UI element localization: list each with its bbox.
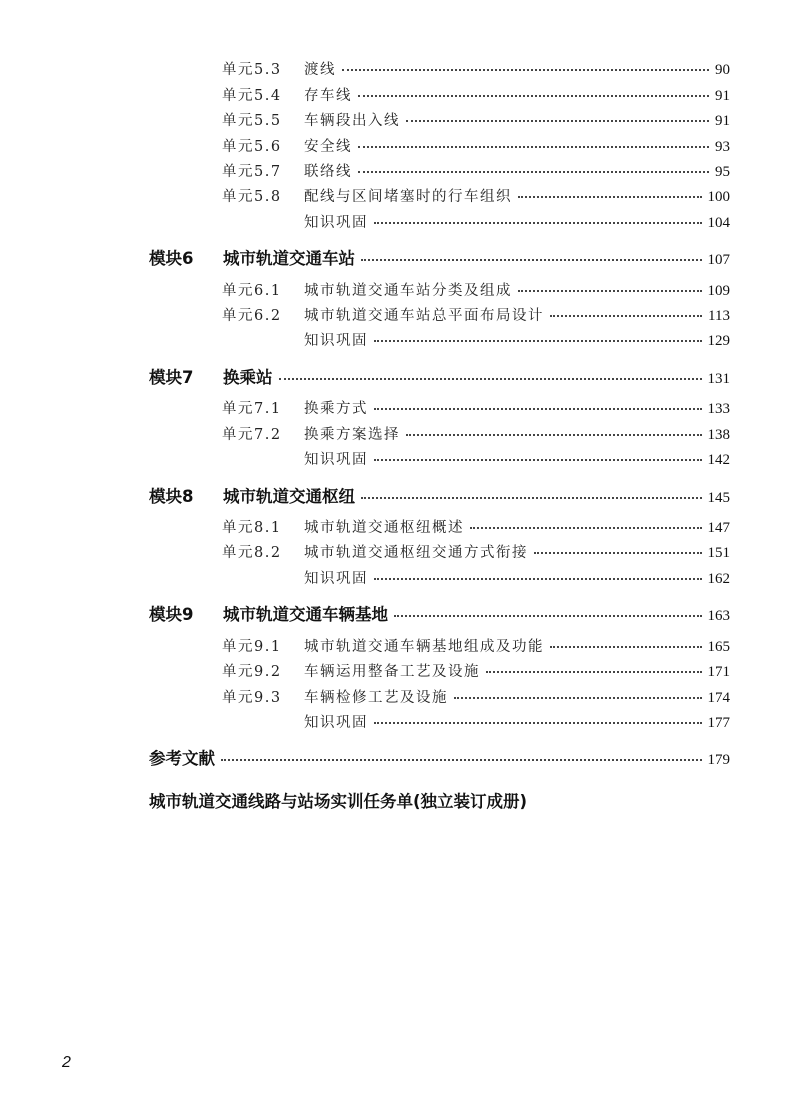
toc-entry-title: 城市轨道交通车站总平面布局设计: [304, 308, 544, 324]
toc-unit-entry: [222, 448, 730, 469]
toc-entry-number: 单元9.2: [222, 664, 282, 680]
toc-unit-entry: [222, 423, 730, 444]
dot-leader: [374, 720, 702, 724]
toc-entry-title: 城市轨道交通车辆基地组成及功能: [304, 639, 544, 655]
toc-entry-page: 91: [715, 113, 730, 129]
toc-entry-number: 模块6: [149, 249, 194, 268]
toc-entry-page: 91: [715, 88, 730, 104]
toc-entry-title: 存车线: [304, 88, 352, 104]
toc-entry-number: 单元8.1: [222, 520, 282, 536]
dot-leader: [374, 406, 702, 410]
toc-entry-number: 单元5.7: [222, 164, 282, 180]
toc-unit-entry: [222, 160, 730, 181]
toc-entry-page: 131: [707, 371, 730, 387]
dot-leader: [550, 644, 702, 648]
toc-entry-number: 模块7: [149, 368, 194, 387]
dot-leader: [470, 525, 702, 529]
toc-entry-title: 车辆检修工艺及设施: [304, 690, 448, 706]
toc-unit-entry: [222, 711, 730, 732]
toc-entry-number: 单元8.2: [222, 545, 282, 561]
toc-entry-number: 单元5.5: [222, 113, 282, 129]
toc-entry-title: 车辆运用整备工艺及设施: [304, 664, 480, 680]
toc-entry-title: 知识巩固: [304, 215, 368, 231]
toc-entry-number: 单元5.6: [222, 139, 282, 155]
toc-entry-page: 163: [707, 608, 730, 624]
toc-entry-page: 145: [707, 490, 730, 506]
toc-entry-number: 单元9.3: [222, 690, 282, 706]
toc-unit-entry: [222, 58, 730, 79]
dot-leader: [358, 169, 709, 173]
toc-entry-title: 城市轨道交通枢纽交通方式衔接: [304, 545, 528, 561]
dot-leader: [518, 194, 702, 198]
dot-leader: [361, 495, 702, 499]
toc-entry-title: 配线与区间堵塞时的行车组织: [304, 189, 512, 205]
toc-entry-title: 城市轨道交通车站: [223, 249, 355, 268]
toc-unit-entry: [222, 635, 730, 656]
toc-unit-entry: [222, 329, 730, 350]
toc-unit-entry: [222, 279, 730, 300]
toc-unit-entry: [222, 304, 730, 325]
dot-leader: [406, 432, 702, 436]
toc-entry-number: 单元9.1: [222, 639, 282, 655]
dot-leader: [374, 457, 702, 461]
toc-unit-entry: [222, 185, 730, 206]
toc-entry-number: 模块9: [149, 605, 194, 624]
toc-entry-number: 单元6.2: [222, 308, 282, 324]
toc-entry-title: 知识巩固: [304, 452, 368, 468]
toc-entry-page: 179: [707, 752, 730, 768]
dot-leader: [550, 313, 702, 317]
toc-unit-entry: [222, 660, 730, 681]
toc-entry-page: 90: [715, 62, 730, 78]
dot-leader: [358, 144, 709, 148]
toc-entry-page: 177: [707, 715, 730, 731]
toc-entry-number: 单元5.8: [222, 189, 282, 205]
toc-references-entry: [149, 745, 730, 769]
page-number: 2: [62, 1054, 71, 1071]
toc-entry-number: 单元7.2: [222, 427, 282, 443]
toc-unit-entry: [222, 84, 730, 105]
toc-unit-entry: [222, 109, 730, 130]
toc-entry-page: 171: [707, 664, 730, 680]
toc-entry-title: 换乘方式: [304, 401, 368, 417]
dot-leader: [486, 669, 702, 673]
toc-unit-entry: [222, 135, 730, 156]
toc-entry-title: 车辆段出入线: [304, 113, 400, 129]
dot-leader: [374, 220, 702, 224]
dot-leader: [361, 257, 702, 261]
toc-entry-title: 知识巩固: [304, 571, 368, 587]
appendix-title: 城市轨道交通线路与站场实训任务单(独立装订成册): [149, 792, 528, 811]
toc-entry-page: 129: [707, 333, 730, 349]
toc-unit-entry: [222, 567, 730, 588]
toc-entry-page: 95: [715, 164, 730, 180]
toc-entry-number: 单元7.1: [222, 401, 282, 417]
toc-entry-title: 换乘方案选择: [304, 427, 400, 443]
toc-entry-title: 知识巩固: [304, 333, 368, 349]
toc-entry-page: 174: [707, 690, 730, 706]
toc-module-entry: [149, 601, 730, 625]
dot-leader: [454, 695, 702, 699]
dot-leader: [406, 118, 709, 122]
dot-leader: [279, 376, 702, 380]
toc-entry-title: 知识巩固: [304, 715, 368, 731]
toc-entry-number: 单元5.4: [222, 88, 282, 104]
toc-entry-page: 104: [707, 215, 730, 231]
toc-entry-page: 133: [707, 401, 730, 417]
dot-leader: [374, 338, 702, 342]
toc-unit-entry: [222, 541, 730, 562]
toc-unit-entry: [222, 211, 730, 232]
toc-unit-entry: [222, 686, 730, 707]
toc-entry-page: 151: [707, 545, 730, 561]
toc-entry-title: 城市轨道交通车站分类及组成: [304, 283, 512, 299]
toc-entry-page: 162: [707, 571, 730, 587]
toc-entry-title: 参考文献: [149, 749, 215, 768]
toc-entry-page: 100: [707, 189, 730, 205]
toc-entry-title: 城市轨道交通车辆基地: [223, 605, 388, 624]
toc-entry-number: 单元6.1: [222, 283, 282, 299]
dot-leader: [342, 67, 709, 71]
toc-entry-page: 107: [707, 252, 730, 268]
dot-leader: [394, 613, 702, 617]
toc-entry-title: 城市轨道交通枢纽概述: [304, 520, 464, 536]
toc-entry-page: 138: [707, 427, 730, 443]
toc-entry-title: 换乘站: [223, 368, 273, 387]
toc-entry-title: 安全线: [304, 139, 352, 155]
dot-leader: [534, 550, 702, 554]
toc-unit-entry: [222, 397, 730, 418]
toc-entry-page: 147: [707, 520, 730, 536]
toc-entry-number: 单元5.3: [222, 62, 282, 78]
toc-entry-page: 93: [715, 139, 730, 155]
dot-leader: [221, 757, 702, 761]
toc-module-entry: [149, 245, 730, 269]
toc-entry-title: 城市轨道交通枢纽: [223, 487, 355, 506]
toc-module-entry: [149, 483, 730, 507]
toc-module-entry: [149, 364, 730, 388]
toc-entry-number: 模块8: [149, 487, 194, 506]
toc-entry-title: 联络线: [304, 164, 352, 180]
toc-entry-page: 165: [707, 639, 730, 655]
dot-leader: [374, 576, 702, 580]
toc-unit-entry: [222, 516, 730, 537]
toc-entry-page: 109: [707, 283, 730, 299]
dot-leader: [358, 93, 709, 97]
dot-leader: [518, 288, 702, 292]
toc-entry-page: 113: [708, 308, 730, 324]
toc-entry-title: 渡线: [304, 62, 336, 78]
toc-entry-page: 142: [707, 452, 730, 468]
